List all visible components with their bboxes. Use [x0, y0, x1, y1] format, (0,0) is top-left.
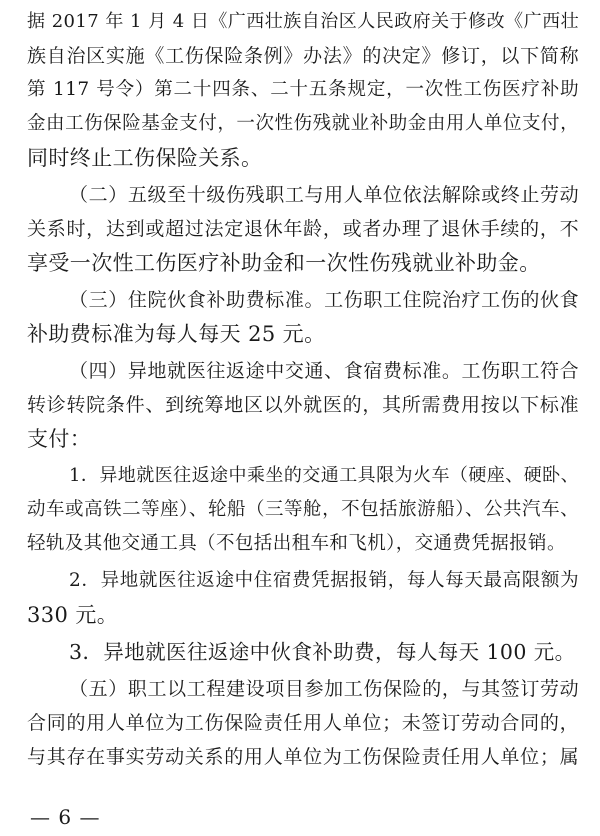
- text-line: 补助费标准为每人每天 25 元。: [27, 322, 326, 346]
- page-number: — 6 —: [30, 805, 101, 829]
- text-line: 3．异地就医往返途中伙食补助费，每人每天 100 元。: [69, 640, 576, 664]
- text-line: 据 2017 年 1 月 4 日《广西壮族自治区人民政府关于修改《广西壮: [27, 11, 579, 32]
- text-line: 动车或高铁二等座）、轮船（三等舱，不包括旅游船）、公共汽车、: [27, 499, 579, 520]
- text-line: 与其存在事实劳动关系的用人单位为工伤保险责任用人单位；属: [27, 746, 579, 768]
- text-line: 金由工伤保险基金支付，一次性伤残就业补助金由用人单位支付，: [27, 113, 579, 134]
- text-line: 2．异地就医往返途中住宿费凭据报销，每人每天最高限额为: [69, 570, 579, 591]
- text-line: 同时终止工伤保险关系。: [27, 146, 263, 170]
- text-line: 第 117 号令）第二十四条、二十五条规定，一次性工伤医疗补助: [27, 79, 579, 100]
- text-line: 转诊转院条件、到统筹地区以外就医的，其所需费用按以下标准: [27, 394, 579, 416]
- text-line: 支付：: [27, 427, 92, 451]
- text-line: （五）职工以工程建设项目参加工伤保险的，与其签订劳动: [69, 678, 579, 700]
- text-line: （四）异地就医往返途中交通、食宿费标准。工伤职工符合: [69, 360, 579, 382]
- text-line: 族自治区实施《工伤保险条例》办法》的决定》修订，以下简称: [27, 45, 579, 67]
- text-line: 合同的用人单位为工伤保险责任用人单位；未签订劳动合同的，: [27, 712, 579, 734]
- text-line: 享受一次性工伤医疗补助金和一次性伤残就业补助金。: [27, 251, 541, 275]
- body-text: [27, 5, 579, 774]
- text-line: 1．异地就医往返途中乘坐的交通工具限为火车（硬座、硬卧、: [69, 465, 579, 486]
- text-line: （二）五级至十级伤残职工与用人单位依法解除或终止劳动: [69, 184, 579, 206]
- text-line: 关系时，达到或超过法定退休年龄，或者办理了退休手续的，不: [27, 218, 579, 240]
- text-line: 轻轨及其他交通工具（不包括出租车和飞机），交通费凭据报销。: [27, 533, 566, 554]
- text-line: （三）住院伙食补助费标准。工伤职工住院治疗工伤的伙食: [69, 289, 579, 311]
- text-line: 330 元。: [27, 603, 119, 627]
